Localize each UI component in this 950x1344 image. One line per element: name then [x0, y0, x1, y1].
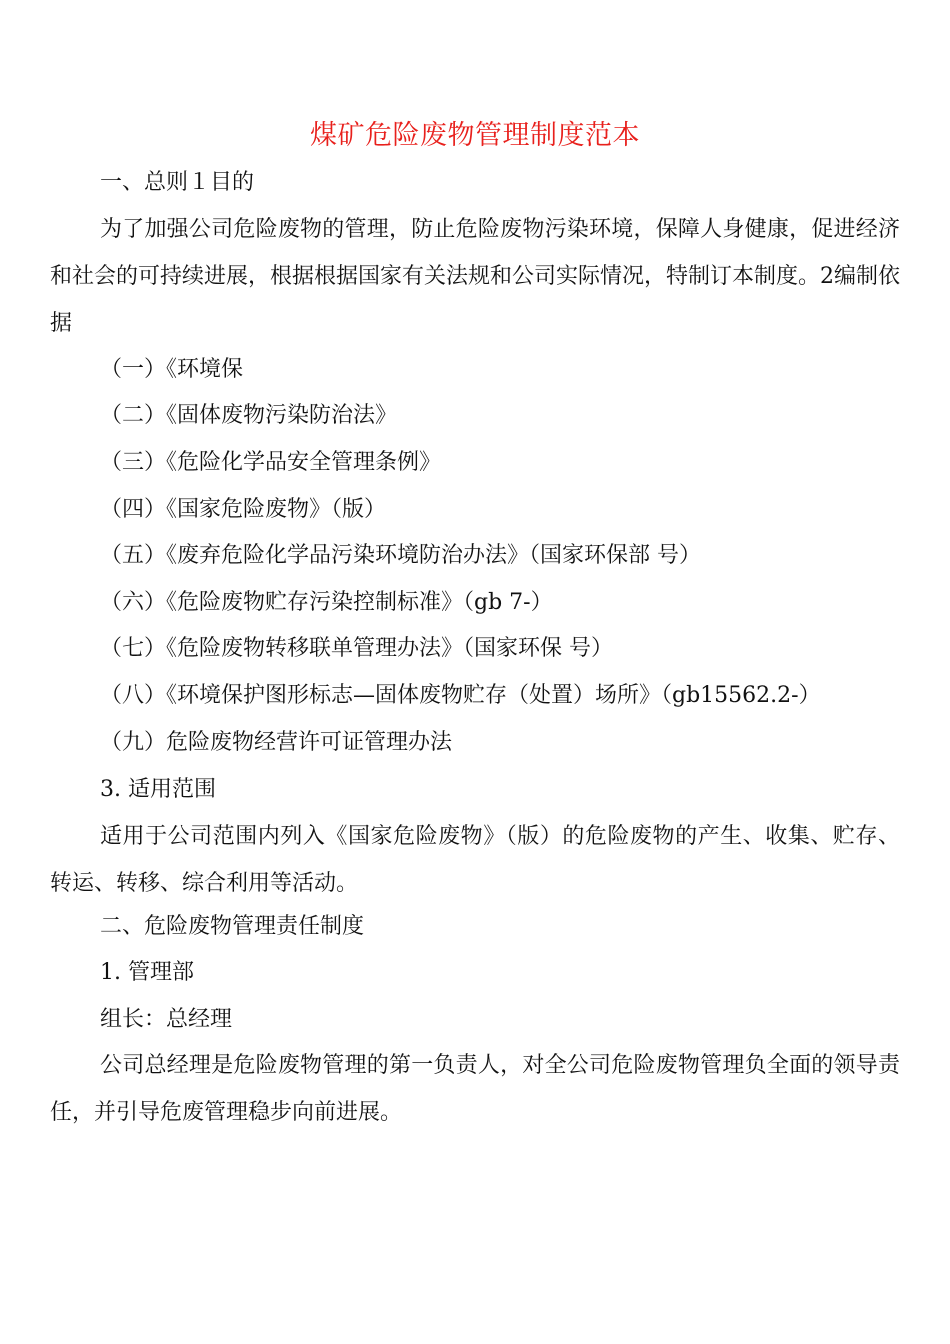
scope-heading: 3. 适用范围 — [100, 777, 216, 802]
basis-item-4: （四）《国家危险废物》（版） — [100, 497, 387, 522]
section2-heading: 二、危险废物管理责任制度 — [100, 914, 365, 939]
basis-item-9: （九）危险废物经营许可证管理办法 — [100, 730, 453, 755]
leader-line: 组长：总经理 — [100, 1007, 233, 1032]
document-title: 煤矿危险废物管理制度范本 — [310, 120, 640, 151]
scope-paragraph: 适用于公司范围内列入《国家危险废物》（版）的危险废物的产生、收集、贮存、转运、转移、综合利用等活动。 — [50, 824, 900, 896]
basis-item-7: （七）《危险废物转移联单管理办法》（国家环保 号） — [100, 636, 613, 661]
leader-paragraph: 公司总经理是危险废物管理的第一负责人，对全公司危险废物管理负全面的领导责任，并引导危废管理稳步向前进展。 — [50, 1053, 900, 1125]
basis-item-6: （六）《危险废物贮存污染控制标准》（gb 7-） — [100, 590, 553, 615]
section1-heading: 一、总则１目的 — [100, 170, 255, 195]
basis-item-1: （一）《环境保 — [100, 357, 244, 382]
basis-item-3: （三）《危险化学品安全管理条例》 — [100, 450, 442, 475]
purpose-paragraph: 为了加强公司危险废物的管理，防止危险废物污染环境，保障人身健康，促进经济和社会的可持续进展，根据根据国家有关法规和公司实际情况，特制订本制度。2编制依据 — [50, 217, 900, 336]
basis-item-2: （二）《固体废物污染防治法》 — [100, 403, 398, 428]
basis-item-5: （五）《废弃危险化学品污染环境防治办法》（国家环保部 号） — [100, 543, 701, 568]
mgmt-heading: 1. 管理部 — [100, 960, 194, 985]
basis-item-8: （八）《环境保护图形标志—固体废物贮存（处置）场所》（gb15562.2-） — [100, 683, 821, 708]
